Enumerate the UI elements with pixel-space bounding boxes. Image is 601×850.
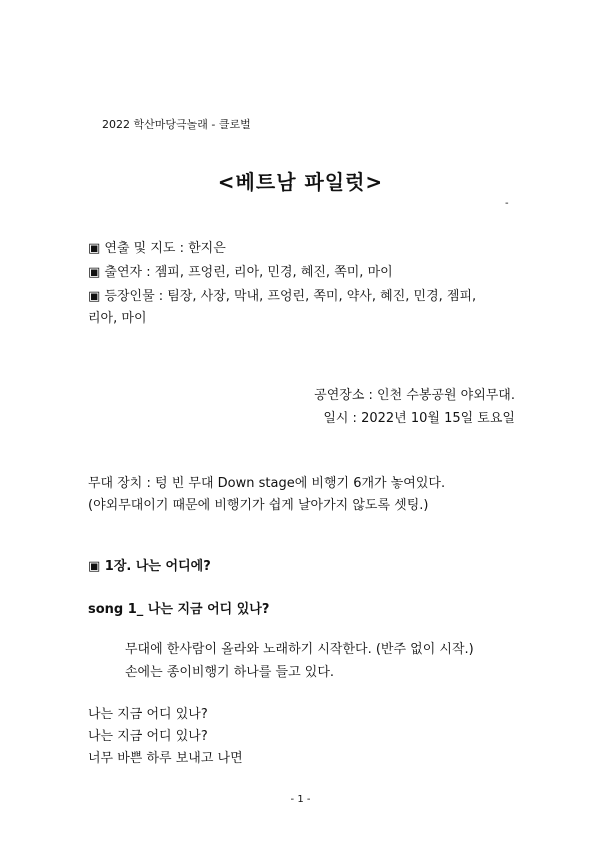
stage-setup-note: (야외무대이기 때문에 비행기가 쉽게 날아가지 않도록 셋팅.)	[88, 498, 429, 513]
document-title: <베트남 파일럿>	[217, 170, 384, 194]
credit-director: ▣ 연출 및 지도 : 한지은	[88, 241, 226, 256]
song-heading: song 1_ 나는 지금 어디 있나?	[88, 602, 270, 617]
lyric-line: 나는 지금 어디 있나?	[88, 707, 208, 722]
scene-heading: ▣ 1장. 나는 어디에?	[88, 559, 211, 574]
credit-characters-cont: 리아, 마이	[88, 311, 147, 326]
lyric-line: 나는 지금 어디 있나?	[88, 729, 208, 744]
credit-characters: ▣ 등장인물 : 팀장, 사장, 막내, 프엉린, 쪽미, 약사, 혜진, 민경, 젬피,	[88, 289, 477, 304]
stage-direction: 손에는 종이비행기 하나를 들고 있다.	[125, 665, 335, 680]
page-number: - 1 -	[290, 794, 311, 805]
stage-direction: 무대에 한사람이 올라와 노래하기 시작한다. (반주 없이 시작.)	[125, 642, 474, 657]
credit-cast: ▣ 출연자 : 젬피, 프엉린, 리아, 민경, 혜진, 쪽미, 마이	[88, 265, 393, 280]
date-line: 일시 : 2022년 10월 15일 토요일	[323, 411, 515, 426]
dash-mark: -	[505, 198, 509, 209]
document-header: 2022 학산마당극놀래 - 클로벌	[102, 118, 251, 131]
stage-setup: 무대 장치 : 텅 빈 무대 Down stage에 비행기 6개가 놓여있다.	[88, 476, 446, 491]
lyric-line: 너무 바쁜 하루 보내고 나면	[88, 751, 243, 766]
venue-line: 공연장소 : 인천 수봉공원 야외무대.	[314, 388, 515, 403]
